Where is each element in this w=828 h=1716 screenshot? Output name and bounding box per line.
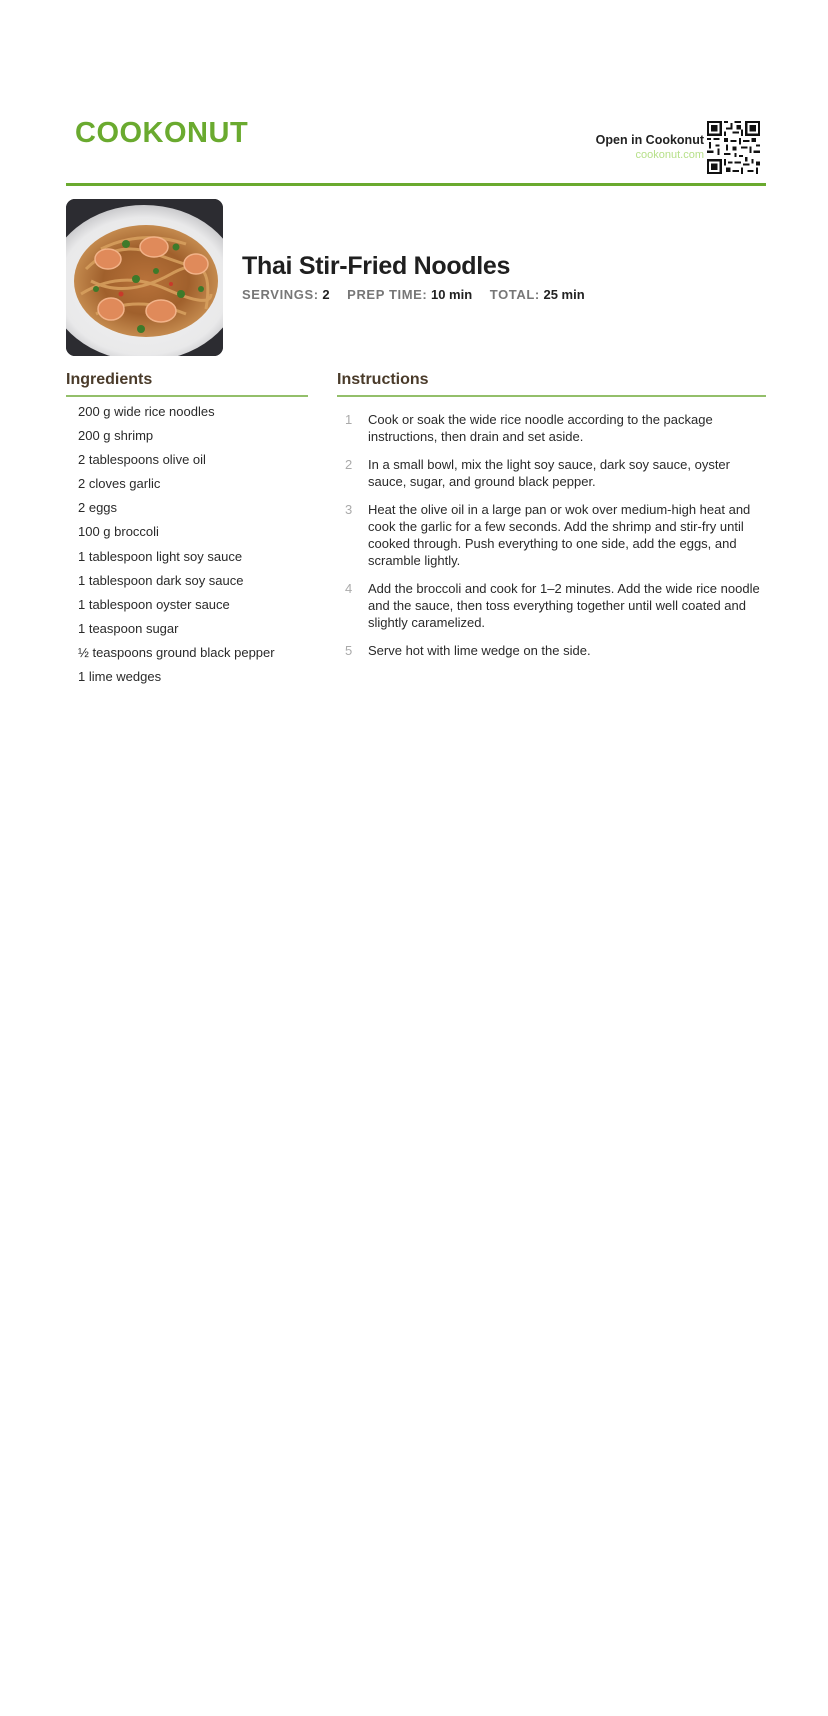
instruction-step (337, 411, 767, 445)
instruction-step (337, 456, 767, 490)
ingredients-heading: Ingredients (66, 371, 153, 388)
cookonut-url[interactable]: cookonut.com (635, 149, 704, 161)
ingredient-item: 1 teaspoon sugar (78, 620, 179, 636)
ingredient-item: ½ teaspoons ground black pepper (78, 644, 275, 660)
instructions-list (337, 411, 767, 670)
ingredient-item: 2 cloves garlic (78, 476, 161, 492)
ingredient-item: 2 tablespoons olive oil (78, 452, 206, 468)
recipe-title: Thai Stir-Fried Noodles (242, 252, 511, 280)
open-in-app[interactable] (596, 133, 704, 163)
step-number: 1 (345, 412, 353, 427)
ingredient-item: 2 eggs (78, 500, 118, 516)
prep-time-value: 10 min (430, 287, 473, 302)
prep-time-label: PREP TIME: (347, 287, 428, 302)
step-number: 5 (345, 643, 353, 658)
instructions-heading: Instructions (337, 371, 429, 388)
step-text: Heat the olive oil in a large pan or wok over medium-high heat and cook the garlic for a few seconds. Add the shrimp and stir-fry until cooked through. Push everything to one side, add the eggs, and scramble lightly. (368, 502, 751, 568)
noodle-dish-image (66, 199, 223, 356)
instruction-step (337, 642, 767, 659)
header-divider (66, 183, 766, 186)
instruction-step (337, 580, 767, 631)
ingredient-item: 1 tablespoon oyster sauce (78, 596, 230, 612)
total-time-label: TOTAL: (489, 287, 540, 302)
step-text: Serve hot with lime wedge on the side. (368, 643, 591, 658)
servings-label: SERVINGS: (242, 287, 319, 302)
instructions-divider (337, 395, 766, 397)
ingredient-item: 100 g broccoli (78, 524, 159, 540)
total-time-value: 25 min (543, 287, 585, 302)
step-number: 2 (345, 457, 353, 472)
ingredients-list (78, 400, 275, 689)
ingredient-item: 1 lime wedges (78, 669, 162, 685)
step-text: In a small bowl, mix the light soy sauce, dark soy sauce, oyster sauce, sugar, and ground black pepper. (368, 457, 730, 489)
step-number: 4 (345, 581, 353, 596)
instruction-step (337, 501, 767, 569)
step-text: Add the broccoli and cook for 1–2 minutes. Add the wide rice noodle and the sauce, then toss everything together until well coated and slightly caramelized. (368, 581, 760, 630)
ingredient-item: 200 g shrimp (78, 428, 154, 444)
cookonut-logo[interactable]: COOKONUT (75, 117, 249, 149)
ingredient-item: 1 tablespoon dark soy sauce (78, 572, 244, 588)
recipe-photo (66, 199, 223, 356)
qr-code-icon[interactable] (707, 121, 760, 174)
ingredient-item: 1 tablespoon light soy sauce (78, 548, 243, 564)
recipe-meta (242, 287, 599, 302)
step-number: 3 (345, 502, 353, 517)
open-in-cookonut-label[interactable]: Open in Cookonut (595, 133, 704, 147)
ingredients-divider (66, 395, 308, 397)
ingredient-item: 200 g wide rice noodles (78, 404, 215, 419)
servings-value: 2 (322, 287, 330, 302)
step-text: Cook or soak the wide rice noodle according to the package instructions, then drain and set aside. (368, 412, 713, 444)
